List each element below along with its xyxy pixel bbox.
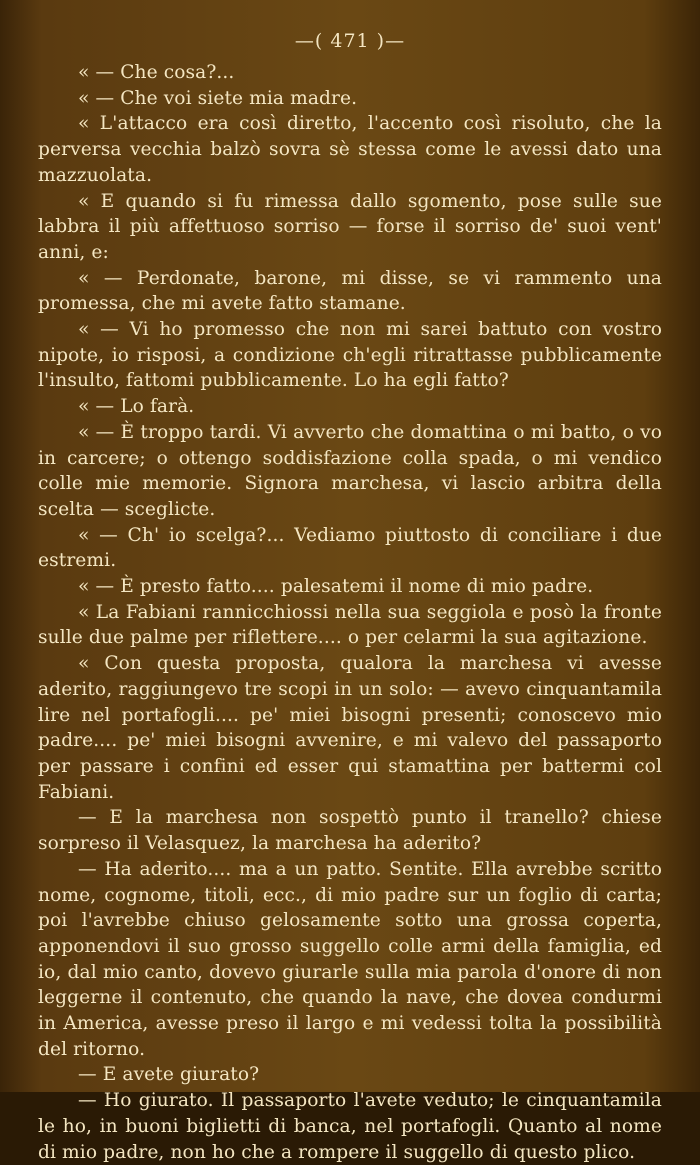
paragraph: « — È presto fatto.... palesatemi il nome di mio padre.	[78, 576, 594, 598]
paragraph: « Con questa proposta, qualora la marchesa vi avesse aderito, raggiungevo tre scopi in un solo: — avevo cinquantamila lire nel portafogli.... pe' miei bisogni presenti; conoscevo mio padre.... pe' miei bisogni avvenire, e mi valevo del passaporto per passare i confini ed esser qui stamattina per battermi col Fabiani.	[38, 653, 662, 803]
paragraph: « — Perdonate, barone, mi disse, se vi rammento una promessa, che mi avete fatto stamane.	[38, 267, 662, 315]
paragraph: « — Che cosa?...	[78, 62, 235, 83]
page-number: —( 471 )—	[294, 30, 406, 52]
paragraph: — Ho giurato. Il passaporto l'avete veduto; le cinquantamila le ho, in buoni biglietti di banca, nel portafogli. Quanto al nome di mio padre, non ho che a rompere il suggello di questo plico.	[38, 1090, 662, 1163]
paragraph: « — Vi ho promesso che non mi sarei battuto con vostro nipote, io risposi, a condizione ch'egli ritrattasse pubblicamente l'insulto, fattomi pubblicamente. Lo ha egli fatto?	[38, 319, 662, 392]
paragraph: — Ha aderito.... ma a un patto. Sentite. Ella avrebbe scritto nome, cognome, titoli, ecc., di mio padre sur un foglio di carta; poi l'avrebbe chiuso gelosamente sotto una grossa coperta, apponendovi il suo grosso suggello colle armi della famiglia, ed io, dal mio canto, dovevo giurarle sulla mia parola d'onore di non leggerne il contenuto, che quando la nave, che dovea condurmi in America, avesse preso il largo e mi vedessi tolta la possibilità del ritorno.	[38, 858, 662, 1060]
body-text	[38, 60, 662, 1165]
paragraph: « E quando si fu rimessa dallo sgomento, pose sulle sue labbra il più affettuoso sorriso — forse il sorriso de' suoi vent' anni, e:	[38, 190, 662, 263]
paragraph: « — È troppo tardi. Vi avverto che domattina o mi batto, o vo in carcere; o ottengo soddisfazione colla spada, o mi vendico colle mie memorie. Signora marchesa, vi lascio arbitra della scelta — sceglicte.	[38, 421, 662, 520]
paragraph: — E avete giurato?	[78, 1064, 260, 1086]
paragraph: — E la marchesa non sospettò punto il tranello? chiese sorpreso il Velasquez, la marchesa ha aderito?	[38, 807, 662, 855]
paragraph: « L'attacco era così diretto, l'accento così risoluto, che la perversa vecchia balzò sovra sè stessa come le avessi dato una mazzuolata.	[38, 113, 662, 186]
paragraph: « — Che voi siete mia madre.	[78, 87, 358, 109]
paragraph: « — Lo farà.	[78, 396, 195, 418]
paragraph: « — Ch' io scelga?... Vediamo piuttosto di conciliare i due estremi.	[38, 524, 662, 572]
paragraph: « La Fabiani rannicchiossi nella sua seggiola e posò la fronte sulle due palme per riflettere.... o per celarmi la sua agitazione.	[38, 601, 662, 649]
